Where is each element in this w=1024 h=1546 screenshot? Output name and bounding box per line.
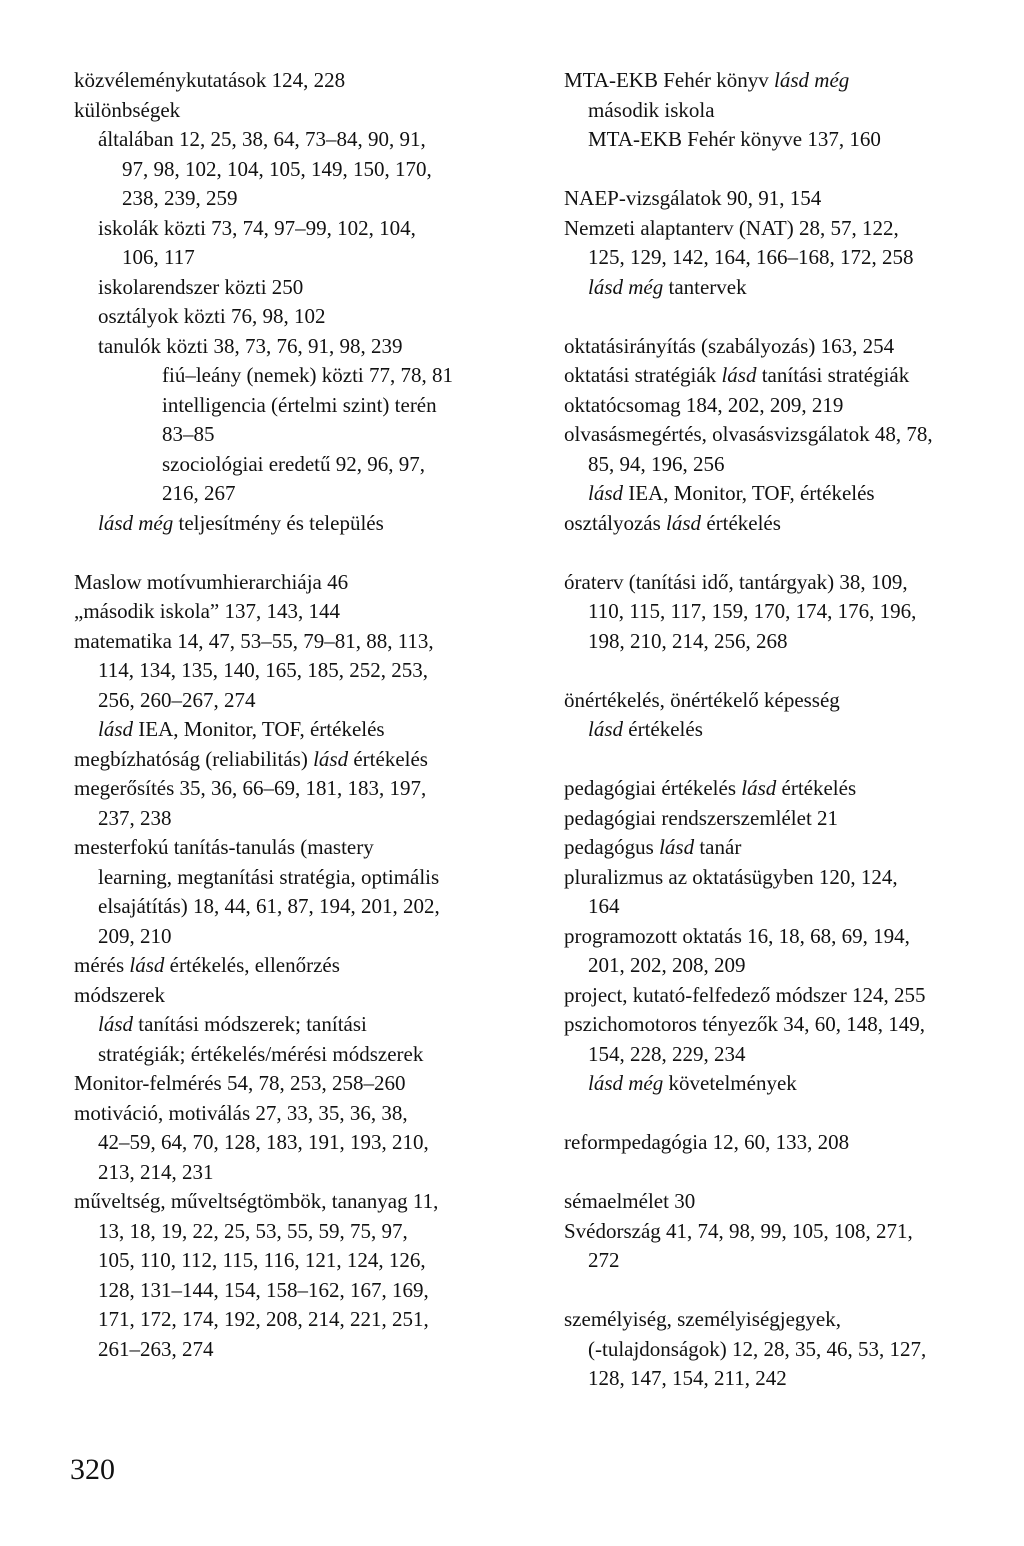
entry-text: programozott oktatás 16, 18, 68, 69, 194, — [564, 923, 910, 948]
cross-reference-label: lásd még — [774, 68, 850, 92]
entry-text: mesterfokú tanítás-tanulás (mastery — [74, 835, 374, 859]
entry-text: sémaelmélet 30 — [564, 1189, 696, 1213]
entry-spacer — [564, 302, 1014, 332]
entry-spacer — [74, 538, 544, 568]
entry-text: elsajátítás) 18, 44, 61, 87, 194, 201, 202, — [98, 894, 440, 918]
index-subentry — [564, 892, 1014, 922]
index-column-left — [74, 66, 544, 1364]
cross-reference-label: lásd — [721, 363, 757, 387]
index-entry — [564, 922, 1014, 952]
cross-reference-label: lásd — [129, 953, 165, 977]
entry-text: 105, 110, 112, 115, 116, 121, 124, 126, — [98, 1248, 426, 1272]
cross-reference-label: lásd — [659, 835, 695, 859]
index-entry — [74, 66, 544, 96]
page-number: 320 — [70, 1453, 115, 1486]
index-entry — [564, 1217, 1014, 1247]
entry-text: „második iskola” 137, 143, 144 — [74, 599, 340, 623]
entry-text: motiváció, motiválás 27, 33, 35, 36, 38, — [74, 1100, 408, 1125]
index-subentry — [74, 922, 544, 952]
cross-reference-label: lásd — [666, 510, 702, 535]
index-subentry — [564, 1335, 1014, 1365]
entry-text: 237, 238 — [98, 805, 172, 830]
index-entry — [564, 332, 1014, 362]
index-entry — [74, 1187, 544, 1217]
entry-text: óraterv (tanítási idő, tantárgyak) 38, 109, — [564, 569, 908, 594]
index-subentry — [564, 1364, 1014, 1394]
index-subentry — [74, 1158, 544, 1188]
index-entry — [74, 981, 544, 1011]
entry-text: 171, 172, 174, 192, 208, 214, 221, 251, — [98, 1307, 429, 1331]
index-subentry — [564, 715, 1014, 745]
entry-text: MTA-EKB Fehér könyv — [564, 68, 775, 92]
entry-text: 261–263, 274 — [98, 1336, 214, 1361]
entry-text: tantervek — [663, 274, 747, 299]
index-subentry — [564, 951, 1014, 981]
entry-text: IEA, Monitor, TOF, értékelés — [623, 481, 875, 505]
entry-text: szociológiai eredetű 92, 96, 97, — [162, 451, 426, 476]
entry-text: NAEP-vizsgálatok 90, 91, 154 — [564, 186, 822, 210]
index-subentry — [74, 450, 544, 480]
entry-text: értékelés — [348, 746, 428, 771]
index-subentry — [74, 1276, 544, 1306]
cross-reference-label: lásd — [98, 717, 134, 741]
index-entry — [74, 1069, 544, 1099]
index-subentry — [74, 214, 544, 244]
entry-text: oktatási stratégiák — [564, 363, 722, 387]
index-subentry — [74, 656, 544, 686]
index-subentry — [74, 863, 544, 893]
index-subentry — [564, 96, 1014, 126]
entry-text: értékelés — [623, 717, 703, 741]
entry-text: MTA-EKB Fehér könyve 137, 160 — [588, 127, 881, 151]
entry-text: 154, 228, 229, 234 — [588, 1041, 746, 1066]
index-entry — [564, 391, 1014, 421]
entry-text: 198, 210, 214, 256, 268 — [588, 628, 788, 653]
index-entry — [564, 1305, 1014, 1335]
entry-text: tanár — [694, 835, 742, 859]
entry-text: közvéleménykutatások 124, 228 — [74, 68, 346, 92]
entry-text: 85, 94, 196, 256 — [588, 451, 725, 476]
index-entry — [74, 833, 544, 863]
entry-spacer — [564, 745, 1014, 775]
entry-text: pedagógus — [564, 835, 660, 859]
entry-text: iskolák közti 73, 74, 97–99, 102, 104, — [98, 215, 416, 240]
entry-text: 164 — [588, 894, 620, 918]
index-subentry — [74, 804, 544, 834]
index-subentry — [74, 243, 544, 273]
entry-text: osztályozás — [564, 510, 667, 535]
entry-text: 272 — [588, 1248, 620, 1272]
entry-text: Nemzeti alaptanterv (NAT) 28, 57, 122, — [564, 215, 899, 240]
entry-text: 209, 210 — [98, 923, 172, 948]
index-subentry — [74, 391, 544, 421]
entry-text: tanulók közti 38, 73, 76, 91, 98, 239 — [98, 333, 403, 358]
entry-text: (-tulajdonságok) 12, 28, 35, 46, 53, 127, — [588, 1336, 927, 1361]
entry-text: különbségek — [74, 97, 181, 122]
entry-text: megerősítés 35, 36, 66–69, 181, 183, 197, — [74, 776, 427, 800]
entry-text: 83–85 — [162, 422, 215, 446]
entry-text: oktatásirányítás (szabályozás) 163, 254 — [564, 333, 895, 358]
entry-text: 128, 147, 154, 211, 242 — [588, 1366, 787, 1390]
entry-spacer — [564, 656, 1014, 686]
index-entry — [564, 981, 1014, 1011]
entry-text: 110, 115, 117, 159, 170, 174, 176, 196, — [588, 599, 917, 623]
index-subentry — [564, 1069, 1014, 1099]
index-entry — [74, 1099, 544, 1129]
cross-reference-label: lásd még — [588, 1071, 664, 1095]
entry-text: tanítási stratégiák — [756, 363, 910, 387]
index-entry — [564, 568, 1014, 598]
index-subentry — [564, 479, 1014, 509]
entry-text: olvasásmegértés, olvasásvizsgálatok 48, 78, — [564, 422, 933, 446]
entry-text: 256, 260–267, 274 — [98, 687, 256, 712]
entry-text: 97, 98, 102, 104, 105, 149, 150, 170, — [122, 156, 432, 181]
index-entry — [74, 568, 544, 598]
entry-text: pluralizmus az oktatásügyben 120, 124, — [564, 864, 898, 889]
index-subentry — [74, 302, 544, 332]
entry-text: értékelés — [701, 510, 781, 535]
index-subentry — [564, 627, 1014, 657]
cross-reference-label: lásd — [313, 746, 349, 771]
index-subentry — [74, 1217, 544, 1247]
index-subentry — [74, 184, 544, 214]
index-entry — [564, 184, 1014, 214]
index-subentry — [74, 715, 544, 745]
entry-spacer — [564, 1099, 1014, 1129]
index-subentry — [74, 686, 544, 716]
entry-text: 201, 202, 208, 209 — [588, 953, 746, 977]
index-entry — [74, 745, 544, 775]
index-subentry — [74, 1335, 544, 1365]
entry-spacer — [564, 1158, 1014, 1188]
entry-text: learning, megtanítási stratégia, optimális — [98, 864, 440, 889]
entry-text: módszerek — [74, 982, 165, 1007]
entry-text: 13, 18, 19, 22, 25, 53, 55, 59, 75, 97, — [98, 1218, 408, 1243]
index-subentry — [74, 155, 544, 185]
index-subentry — [74, 420, 544, 450]
entry-text: megbízhatóság (reliabilitás) — [74, 746, 314, 771]
index-subentry — [564, 597, 1014, 627]
entry-text: reformpedagógia 12, 60, 133, 208 — [564, 1130, 850, 1154]
entry-text: mérés — [74, 953, 130, 977]
index-subentry — [74, 361, 544, 391]
entry-text: Svédország 41, 74, 98, 99, 105, 108, 271, — [564, 1218, 913, 1243]
index-subentry — [564, 1040, 1014, 1070]
entry-text: Monitor-felmérés 54, 78, 253, 258–260 — [74, 1071, 406, 1095]
index-subentry — [564, 273, 1014, 303]
entry-spacer — [564, 1276, 1014, 1306]
entry-text: önértékelés, önértékelő képesség — [564, 687, 840, 712]
index-entry — [564, 1187, 1014, 1217]
index-entry — [74, 96, 544, 126]
entry-text: pedagógiai rendszerszemlélet 21 — [564, 805, 839, 830]
index-entry — [564, 686, 1014, 716]
entry-text: pszichomotoros tényezők 34, 60, 148, 149, — [564, 1012, 926, 1036]
index-subentry — [74, 1246, 544, 1276]
entry-text: 114, 134, 135, 140, 165, 185, 252, 253, — [98, 658, 428, 682]
index-entry — [564, 774, 1014, 804]
entry-text: project, kutató-felfedező módszer 124, 255 — [564, 982, 926, 1007]
entry-text: osztályok közti 76, 98, 102 — [98, 304, 326, 328]
cross-reference-label: lásd még — [98, 510, 174, 535]
entry-text: 125, 129, 142, 164, 166–168, 172, 258 — [588, 245, 914, 269]
index-entry — [564, 804, 1014, 834]
index-entry — [74, 597, 544, 627]
entry-text: 216, 267 — [162, 481, 236, 505]
index-entry — [74, 627, 544, 657]
index-subentry — [74, 1010, 544, 1040]
cross-reference-label: lásd még — [588, 274, 664, 299]
entry-text: követelmények — [663, 1071, 797, 1095]
entry-text: 106, 117 — [122, 245, 195, 269]
index-entry — [564, 1010, 1014, 1040]
index-column-right — [564, 66, 1014, 1394]
entry-text: általában 12, 25, 38, 64, 73–84, 90, 91, — [98, 127, 426, 151]
index-subentry — [74, 1128, 544, 1158]
cross-reference-label: lásd — [98, 1012, 134, 1036]
index-entry — [564, 361, 1014, 391]
index-subentry — [74, 332, 544, 362]
entry-spacer — [564, 538, 1014, 568]
entry-text: személyiség, személyiségjegyek, — [564, 1307, 841, 1331]
index-entry — [564, 509, 1014, 539]
index-subentry — [74, 1040, 544, 1070]
cross-reference-label: lásd — [588, 717, 624, 741]
index-subentry — [74, 479, 544, 509]
entry-text: stratégiák; értékelés/mérési módszerek — [98, 1041, 424, 1066]
entry-spacer — [564, 155, 1014, 185]
entry-text: iskolarendszer közti 250 — [98, 274, 304, 299]
index-subentry — [74, 1305, 544, 1335]
index-subentry — [74, 125, 544, 155]
entry-text: pedagógiai értékelés — [564, 776, 742, 800]
entry-text: 128, 131–144, 154, 158–162, 167, 169, — [98, 1277, 429, 1302]
cross-reference-label: lásd — [588, 481, 624, 505]
index-subentry — [564, 243, 1014, 273]
index-entry — [74, 951, 544, 981]
entry-text: értékelés — [776, 776, 857, 800]
index-subentry — [564, 450, 1014, 480]
entry-text: 238, 239, 259 — [122, 186, 238, 210]
index-subentry — [74, 273, 544, 303]
entry-text: második iskola — [588, 97, 715, 122]
index-subentry — [564, 125, 1014, 155]
index-entry — [564, 863, 1014, 893]
entry-text: értékelés, ellenőrzés — [164, 953, 340, 977]
index-entry — [74, 774, 544, 804]
index-entry — [564, 420, 1014, 450]
entry-text: 42–59, 64, 70, 128, 183, 191, 193, 210, — [98, 1130, 429, 1154]
cross-reference-label: lásd — [741, 776, 777, 800]
entry-text: IEA, Monitor, TOF, értékelés — [133, 717, 385, 741]
entry-text: intelligencia (értelmi szint) terén — [162, 392, 437, 417]
index-entry — [564, 66, 1014, 96]
index-entry — [564, 214, 1014, 244]
entry-text: Maslow motívumhierarchiája 46 — [74, 569, 349, 594]
entry-text: fiú–leány (nemek) közti 77, 78, 81 — [162, 363, 454, 387]
entry-text: teljesítmény és település — [173, 510, 384, 535]
entry-text: műveltség, műveltségtömbök, tananyag 11, — [74, 1189, 439, 1213]
entry-text: matematika 14, 47, 53–55, 79–81, 88, 113, — [74, 628, 434, 653]
entry-text: oktatócsomag 184, 202, 209, 219 — [564, 392, 844, 417]
index-entry — [564, 1128, 1014, 1158]
entry-text: tanítási módszerek; tanítási — [133, 1012, 367, 1036]
index-entry — [564, 833, 1014, 863]
index-subentry — [74, 892, 544, 922]
index-subentry — [564, 1246, 1014, 1276]
entry-text: 213, 214, 231 — [98, 1159, 214, 1184]
index-subentry — [74, 509, 544, 539]
